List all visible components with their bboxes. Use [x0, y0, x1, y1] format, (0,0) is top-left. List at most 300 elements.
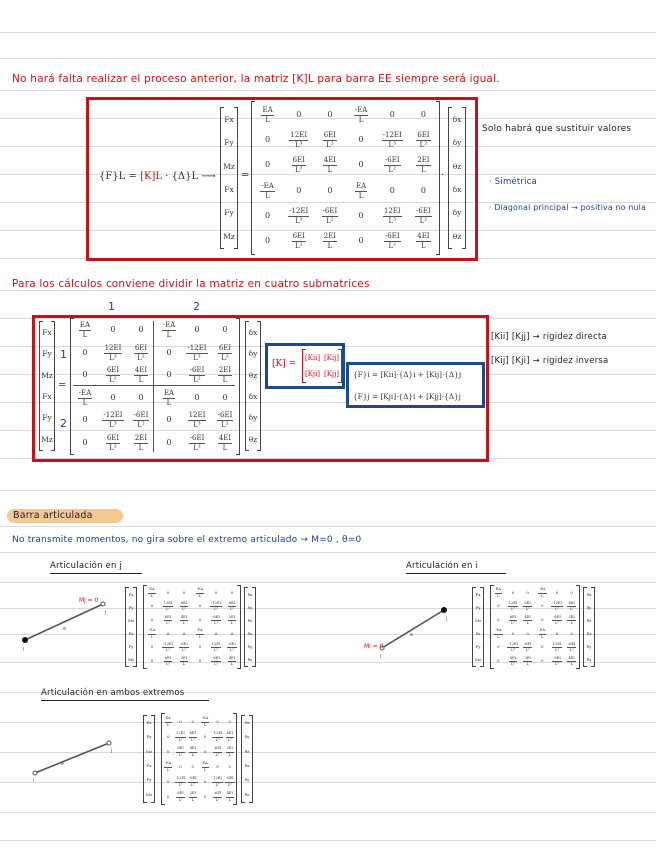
matrix-entry: $\frac{-6EI}{\text{L²}}$	[322, 206, 338, 225]
matrix-entry: 0	[198, 658, 202, 664]
hinge-j-force-vector	[125, 588, 137, 666]
force-component: Fx	[128, 591, 134, 597]
submatrix-note: Para los cálculos conviene dividir la matriz en cuatro submatrices	[12, 278, 370, 290]
matrix-entry: 0	[497, 603, 500, 609]
hinge-j-title: Articulación en j	[50, 561, 123, 571]
matrix-entry: 0	[194, 392, 200, 402]
hinge-both-displacement-vector	[241, 716, 253, 802]
matrix-entry: $\frac{4EI}{L}$	[226, 790, 233, 802]
matrix-entry: 0	[570, 589, 573, 595]
matrix-entry: $\frac{-6EI}{\text{L²}}$	[133, 411, 149, 430]
hinge-i-underline	[406, 573, 506, 574]
matrix-entry: 0	[265, 160, 271, 170]
displacement-vector	[448, 108, 466, 248]
hinge-i-title: Articulación en i	[406, 561, 479, 571]
force-component: Fy	[128, 604, 134, 610]
matrix-entry: 0	[265, 210, 271, 220]
matrix-entry: 0	[526, 630, 529, 636]
matrix-entry: 0	[228, 718, 232, 724]
hinge-node-i	[33, 771, 37, 775]
matrix-entry: $\frac{6EI}{\text{L²}}$	[568, 600, 575, 612]
force-component: Mz	[223, 231, 235, 241]
matrix-entry: 0	[194, 325, 200, 335]
matrix-entry: $\frac{12EI}{\text{L³}}$	[104, 343, 122, 362]
matrix-entry: 0	[166, 589, 170, 595]
matrix-entry: $\frac{4EI}{L}$	[228, 655, 236, 667]
matrix-entry: 0	[150, 658, 154, 664]
displacement-component: δx	[244, 720, 250, 726]
displacement-component: θz	[586, 617, 592, 623]
hinge-i-matrix	[490, 586, 580, 668]
displacement-component: δx	[452, 184, 462, 194]
force-component: Fx	[146, 720, 152, 726]
bar-label: e	[410, 632, 414, 638]
force-component: Mz	[474, 656, 482, 662]
matrix-entry: $\frac{2EI}{L}$	[180, 655, 188, 667]
displacement-component: δx	[244, 763, 250, 769]
matrix-entry: $\frac{-6EI}{\text{L²}}$	[213, 790, 222, 802]
displacement-component: θz	[248, 434, 258, 444]
matrix-entry: 0	[138, 325, 144, 335]
displacement-component: δy	[244, 777, 250, 783]
matrix-entry: 0	[179, 763, 182, 769]
node-j-label: j	[111, 748, 113, 754]
matrix-entry: $\frac{6EI}{\text{L²}}$	[323, 130, 337, 149]
node-j-label: j	[446, 616, 448, 622]
hinge-j-underline	[50, 573, 142, 574]
matrix-entry: $\frac{2EI}{L}$	[189, 790, 196, 802]
matrix-entry: $\frac{-EA}{L}$	[148, 628, 156, 639]
moment-j-label: Mj = 0	[79, 597, 99, 604]
matrix-entry: $\frac{-EA}{L}$	[78, 388, 92, 407]
matrix-entry: $\frac{12EI}{\text{L³}}$	[176, 730, 185, 742]
matrix-entry: $\frac{-12EI}{\text{L³}}$	[289, 206, 309, 225]
matrix-entry: $\frac{-EA}{L}$	[164, 760, 172, 772]
force-component: Fx	[146, 763, 152, 769]
matrix-entry: 0	[179, 718, 182, 724]
matrix-entry: 0	[198, 644, 202, 650]
hinge-j-displacement-vector	[244, 588, 256, 666]
force-component: Mz	[127, 617, 135, 623]
node-j-label: j	[105, 610, 107, 616]
force-vector-2	[39, 322, 55, 450]
matrix-entry: $\frac{2EI}{L}$	[218, 366, 232, 385]
matrix-entry: 0	[82, 347, 88, 357]
k-ji: [Kji]	[304, 370, 321, 378]
matrix-entry: 0	[526, 589, 529, 595]
matrix-entry: 0	[191, 718, 195, 724]
hinge-both-diagram	[25, 735, 125, 785]
matrix-entry: $\frac{6EI}{\text{L²}}$	[524, 600, 531, 612]
matrix-entry: $\frac{6EI}{\text{L²}}$	[292, 232, 305, 251]
force-component: Mz	[41, 370, 53, 380]
matrix-entry: 0	[214, 630, 218, 636]
force-component: Mz	[145, 748, 153, 754]
matrix-entry: 0	[570, 630, 573, 636]
force-vector	[220, 108, 238, 248]
displacement-component: θz	[248, 370, 258, 380]
matrix-entry: 0	[511, 630, 515, 636]
displacement-component: δx	[247, 630, 253, 636]
matrix-entry: 0	[389, 185, 395, 195]
matrix-entry: $\frac{6EI}{\text{L²}}$	[417, 130, 430, 149]
matrix-entry: $\frac{-EA}{L}$	[201, 715, 209, 727]
matrix-entry: 0	[166, 778, 170, 784]
matrix-entry: $\frac{2EI}{L}$	[226, 745, 233, 757]
displacement-component: δy	[586, 643, 592, 649]
displacement-component: δx	[452, 114, 462, 124]
k-symbol: [K]	[272, 359, 286, 369]
force-component: Fy	[42, 413, 52, 423]
displacement-component: δx	[586, 591, 592, 597]
matrix-entry: 0	[166, 347, 172, 357]
matrix-entry: $\frac{-EA}{L}$	[261, 181, 274, 200]
displacement-vector-2	[245, 322, 261, 450]
stiffness-matrix-symbol: [K]L	[140, 171, 162, 182]
matrix-entry: $\frac{4EI}{L}$	[524, 614, 531, 626]
force-component: Fy	[475, 643, 481, 649]
matrix-entry: $\frac{6EI}{\text{L²}}$	[292, 156, 305, 175]
k-ij: [Kij]	[323, 354, 340, 362]
matrix-entry: $\frac{4EI}{L}$	[218, 433, 232, 452]
matrix-entry: 0	[110, 392, 116, 402]
matrix-entry: $\frac{-EA}{L}$	[354, 105, 368, 124]
arrow-icon: ⟶	[201, 171, 216, 182]
hinge-j-diagram	[15, 590, 115, 655]
matrix-entry: 0	[358, 210, 364, 220]
matrix-entry: $\frac{6EI}{\text{L²}}$	[134, 343, 148, 362]
force-component: Mz	[41, 434, 53, 444]
matrix-entry: 0	[166, 370, 172, 380]
displacement-vector-symbol: {Δ}L	[171, 171, 199, 182]
matrix-entry: 0	[420, 185, 426, 195]
force-component: Fx	[42, 391, 52, 401]
matrix-entry: $\frac{2EI}{L}$	[417, 156, 430, 175]
matrix-entry: $\frac{-12EI}{\text{L³}}$	[175, 775, 186, 787]
matrix-entry: $\frac{EA}{L}$	[149, 587, 155, 598]
hinge-i-displacement-vector	[583, 588, 595, 666]
equals-sign: =	[288, 359, 297, 369]
matrix-entry: $\frac{6EI}{\text{L²}}$	[226, 730, 233, 742]
displacement-component: θz	[244, 748, 250, 754]
matrix-entry: 0	[222, 392, 228, 402]
matrix-entry: $\frac{-6EI}{\text{L²}}$	[416, 206, 431, 225]
k-split-box	[265, 343, 345, 389]
matrix-entry: $\frac{EA}{L}$	[197, 628, 203, 639]
matrix-entry: 0	[150, 617, 154, 623]
force-component: Fx	[475, 630, 481, 636]
hinge-j-matrix	[143, 586, 241, 668]
matrix-entry: 0	[497, 658, 500, 664]
matrix-entry: $\frac{EA}{L}$	[495, 587, 501, 598]
matrix-entry: $\frac{-12EI}{\text{L³}}$	[187, 343, 207, 362]
matrix-entry: $\frac{12EI}{\text{L³}}$	[163, 600, 173, 612]
matrix-entry: $\frac{4EI}{L}$	[189, 745, 196, 757]
matrix-entry: $\frac{-EA}{L}$	[196, 587, 204, 598]
partition-vertical-line	[153, 321, 154, 452]
element-stiffness-matrix	[251, 102, 440, 254]
matrix-entry: 0	[228, 763, 232, 769]
matrix-entry: 0	[203, 748, 207, 754]
matrix-entry: 0	[198, 617, 202, 623]
matrix-entry: $\frac{6EI}{\text{L²}}$	[509, 655, 517, 667]
matrix-entry: $\frac{-12EI}{\text{L³}}$	[382, 130, 402, 149]
matrix-entry: 0	[497, 644, 500, 650]
matrix-entry: $\frac{-6EI}{\text{L²}}$	[567, 641, 576, 653]
matrix-entry: $\frac{4EI}{L}$	[180, 614, 188, 626]
hinge-node-j	[101, 602, 105, 606]
hinge-both-matrix	[161, 714, 237, 804]
stiffness-equation	[99, 171, 216, 182]
displacement-component: δy	[452, 208, 462, 218]
matrix-entry: 0	[541, 603, 544, 609]
force-component: Fx	[224, 184, 234, 194]
matrix-entry: $\frac{-6EI}{\text{L²}}$	[523, 641, 532, 653]
displacement-component: θz	[452, 231, 462, 241]
matrix-entry: $\frac{-12EI}{\text{L³}}$	[212, 730, 223, 742]
matrix-entry: $\frac{4EI}{L}$	[417, 232, 430, 251]
force-component: Mz	[127, 656, 135, 662]
matrix-entry: 0	[214, 589, 218, 595]
matrix-entry: $\frac{-EA}{L}$	[539, 587, 546, 598]
matrix-entry: $\frac{6EI}{\text{L²}}$	[189, 730, 196, 742]
matrix-entry: $\frac{6EI}{\text{L²}}$	[228, 600, 236, 612]
matrix-entry: $\frac{12EI}{\text{L³}}$	[213, 775, 222, 787]
matrix-entry: 0	[216, 763, 219, 769]
displacement-component: δy	[248, 413, 258, 423]
force-component: Fx	[42, 327, 52, 337]
matrix-entry: $\frac{-6EI}{\text{L²}}$	[226, 775, 234, 787]
matrix-entry: $\frac{-12EI}{\text{L³}}$	[211, 600, 221, 612]
matrix-entry: 0	[358, 134, 364, 144]
matrix-entry: $\frac{-6EI}{\text{L²}}$	[384, 156, 400, 175]
matrix-entry: 0	[166, 630, 170, 636]
matrix-entry: 0	[182, 630, 186, 636]
matrix-entry: 0	[555, 589, 559, 595]
matrix-entry: 0	[358, 236, 364, 246]
matrix-entry: $\frac{6EI}{\text{L²}}$	[180, 600, 188, 612]
matrix-entry: 0	[198, 603, 202, 609]
matrix-entry: $\frac{4EI}{L}$	[323, 156, 337, 175]
matrix-entry: $\frac{2EI}{L}$	[134, 433, 148, 452]
matrix-entry: 0	[166, 415, 172, 425]
matrix-entry: 0	[203, 778, 207, 784]
matrix-entry: $\frac{-12EI}{\text{L³}}$	[103, 411, 123, 430]
node-i-label: i	[380, 654, 382, 660]
force-vector-symbol: {F}L	[99, 171, 126, 182]
force-component: Fy	[475, 604, 481, 610]
partitioned-stiffness-matrix	[70, 319, 240, 454]
matrix-entry: 0	[230, 630, 234, 636]
force-component: Mz	[474, 617, 482, 623]
matrix-entry: $\frac{2EI}{L}$	[568, 614, 575, 626]
row-group-1-label: 1	[60, 348, 68, 361]
matrix-entry: $\frac{6EI}{\text{L²}}$	[164, 655, 172, 667]
hinge-both-title: Articulación en ambos extremos	[41, 688, 185, 698]
matrix-entry: $\frac{6EI}{\text{L²}}$	[164, 614, 172, 626]
matrix-entry: 0	[265, 236, 271, 246]
displacement-component: θz	[247, 656, 253, 662]
matrix-entry: $\frac{2EI}{L}$	[228, 614, 236, 626]
matrix-entry: 0	[497, 617, 500, 623]
force-component: Fy	[42, 349, 52, 359]
matrix-entry: $\frac{EA}{L}$	[262, 105, 273, 124]
matrix-entry: $\frac{12EI}{\text{L³}}$	[188, 411, 206, 430]
displacement-component: θz	[452, 161, 462, 171]
matrix-entry: 0	[203, 793, 207, 799]
matrix-entry: 0	[166, 793, 170, 799]
matrix-entry: 0	[166, 748, 170, 754]
matrix-entry: 0	[82, 370, 88, 380]
column-group-1-label: 1	[108, 300, 116, 313]
matrix-entry: 0	[541, 644, 544, 650]
matrix-entry: 0	[230, 589, 234, 595]
matrix-entry: $\frac{6EI}{\text{L²}}$	[218, 343, 232, 362]
displacement-component: δx	[586, 630, 592, 636]
matrix-entry: $\frac{EA}{L}$	[163, 388, 175, 407]
matrix-entry: $\frac{12EI}{\text{L³}}$	[290, 130, 308, 149]
matrix-entry: 0	[182, 589, 186, 595]
matrix-entry: 0	[166, 437, 172, 447]
matrix-entry: $\frac{-6EI}{\text{L²}}$	[384, 232, 400, 251]
matrix-entry: 0	[82, 437, 88, 447]
rigid-node-i	[22, 637, 28, 643]
hinge-i-diagram	[360, 600, 460, 665]
matrix-entry: $\frac{EA}{L}$	[79, 321, 91, 340]
symmetric-note: · Simétrica	[489, 177, 537, 187]
matrix-entry: $\frac{-6EI}{\text{L²}}$	[553, 614, 561, 626]
force-component: Fx	[475, 591, 481, 597]
matrix-entry: 0	[203, 733, 207, 739]
section-title: Barra articulada	[13, 510, 93, 521]
matrix-entry: $\frac{-12EI}{\text{L³}}$	[508, 641, 518, 653]
matrix-entry: $\frac{-6EI}{\text{L²}}$	[189, 775, 197, 787]
equation-i: {F}i = [Kii]·{Δ}i + [Kij]·{Δ}j	[353, 370, 462, 379]
matrix-entry: $\frac{EA}{L}$	[165, 715, 171, 727]
force-component: Fx	[224, 114, 234, 124]
hinge-both-underline	[41, 700, 209, 701]
matrix-entry: $\frac{-6EI}{\text{L²}}$	[228, 641, 236, 653]
matrix-entry: $\frac{6EI}{\text{L²}}$	[177, 745, 184, 757]
displacement-component: θz	[244, 791, 250, 797]
k-ii: [Kii]	[304, 354, 321, 362]
bar-label: e	[63, 626, 67, 632]
force-component: Fy	[146, 734, 152, 740]
matrix-entry: 0	[138, 392, 144, 402]
matrix-entry: $\frac{12EI}{\text{L³}}$	[383, 206, 401, 225]
force-component: Fy	[128, 643, 134, 649]
displacement-component: δy	[586, 604, 592, 610]
matrix-entry: $\frac{-12EI}{\text{L³}}$	[163, 641, 173, 653]
matrix-entry: 0	[82, 415, 88, 425]
matrix-entry: 0	[265, 134, 271, 144]
force-component: Fy	[224, 138, 234, 148]
bar-label: e	[61, 761, 65, 767]
force-component: Mz	[145, 791, 153, 797]
nodal-equations-box	[346, 362, 485, 408]
direct-stiffness-note: [Kii] [Kjj] → rigidez directa	[491, 332, 607, 342]
matrix-entry: $\frac{-6EI}{\text{L²}}$	[217, 411, 233, 430]
substitute-note: Solo habrá que sustituir valores	[482, 124, 632, 134]
matrix-entry: $\frac{EA}{L}$	[355, 181, 367, 200]
matrix-entry: $\frac{-6EI}{\text{L²}}$	[189, 366, 205, 385]
matrix-entry: 0	[327, 185, 333, 195]
matrix-entry: 0	[222, 325, 228, 335]
hinged-bar-description: No transmite momentos, no gira sobre el extremo articulado → M=0 , θ=0	[12, 535, 362, 545]
matrix-entry: $\frac{12EI}{\text{L³}}$	[552, 641, 562, 653]
force-component: Fy	[224, 208, 234, 218]
matrix-entry: 0	[358, 160, 364, 170]
displacement-component: δx	[247, 591, 253, 597]
matrix-entry: $\frac{-6EI}{\text{L²}}$	[213, 745, 222, 757]
equals-sign: =	[128, 171, 137, 182]
moment-i-label: Mi = 0	[364, 643, 384, 650]
matrix-entry: 0	[541, 617, 544, 623]
matrix-entry: $\frac{-EA}{L}$	[495, 628, 502, 639]
matrix-entry: $\frac{6EI}{\text{L²}}$	[106, 366, 120, 385]
hinge-i-force-vector	[472, 588, 484, 666]
equation-j: {F}j = [Kji]·{Δ}i + [Kjj]·{Δ}j	[353, 392, 461, 401]
column-group-2-label: 2	[193, 300, 201, 313]
matrix-entry: 0	[166, 733, 170, 739]
matrix-entry: 0	[296, 109, 302, 119]
matrix-entry: 0	[541, 658, 544, 664]
matrix-entry: $\frac{EA}{L}$	[202, 760, 208, 772]
bar-line	[382, 610, 444, 648]
hinge-node-j	[107, 741, 111, 745]
matrix-entry: 0	[216, 718, 219, 724]
displacement-component: θz	[247, 617, 253, 623]
matrix-entry: 0	[150, 644, 154, 650]
row-group-2-label: 2	[60, 417, 68, 430]
matrix-entry: $\frac{-6EI}{\text{L²}}$	[189, 433, 205, 452]
matrix-entry: $\frac{-6EI}{\text{L²}}$	[553, 655, 561, 667]
node-i-label: i	[23, 647, 25, 653]
intro-note: No hará falta realizar el proceso anterior, la matriz [K]L para barra EE siempre será igual.	[12, 73, 500, 85]
matrix-entry: $\frac{6EI}{\text{L²}}$	[106, 433, 120, 452]
matrix-entry: $\frac{-6EI}{\text{L²}}$	[212, 614, 220, 626]
displacement-component: δy	[452, 138, 462, 148]
force-component: Fy	[146, 777, 152, 783]
k-jj: [Kjj]	[323, 370, 340, 378]
matrix-entry: $\frac{-6EI}{\text{L²}}$	[212, 655, 220, 667]
matrix-entry: $\frac{12EI}{\text{L³}}$	[211, 641, 221, 653]
matrix-entry: 0	[296, 185, 302, 195]
matrix-entry: 0	[191, 763, 195, 769]
displacement-component: δy	[247, 604, 253, 610]
matrix-entry: 0	[327, 109, 333, 119]
force-component: Fx	[128, 630, 134, 636]
matrix-entry: 0	[389, 109, 395, 119]
inverse-stiffness-note: [Kij] [Kji] → rigidez inversa	[491, 356, 609, 366]
matrix-entry: 0	[511, 589, 515, 595]
matrix-entry: 0	[420, 109, 426, 119]
matrix-entry: $\frac{6EI}{\text{L²}}$	[509, 614, 517, 626]
matrix-entry: $\frac{-6EI}{\text{L²}}$	[180, 641, 188, 653]
hinge-both-force-vector	[143, 716, 155, 802]
matrix-entry: $\frac{4EI}{L}$	[134, 366, 148, 385]
displacement-component: δy	[247, 643, 253, 649]
matrix-entry: $\frac{6EI}{\text{L²}}$	[177, 790, 184, 802]
matrix-entry: $\frac{12EI}{\text{L³}}$	[508, 600, 518, 612]
matrix-entry: 0	[110, 325, 116, 335]
matrix-entry: 0	[555, 630, 559, 636]
matrix-entry: $\frac{-EA}{L}$	[162, 321, 176, 340]
matrix-entry: $\frac{EA}{L}$	[539, 628, 545, 639]
dot-operator: ·	[165, 171, 169, 182]
rigid-node-j	[441, 607, 447, 613]
displacement-component: δy	[244, 734, 250, 740]
